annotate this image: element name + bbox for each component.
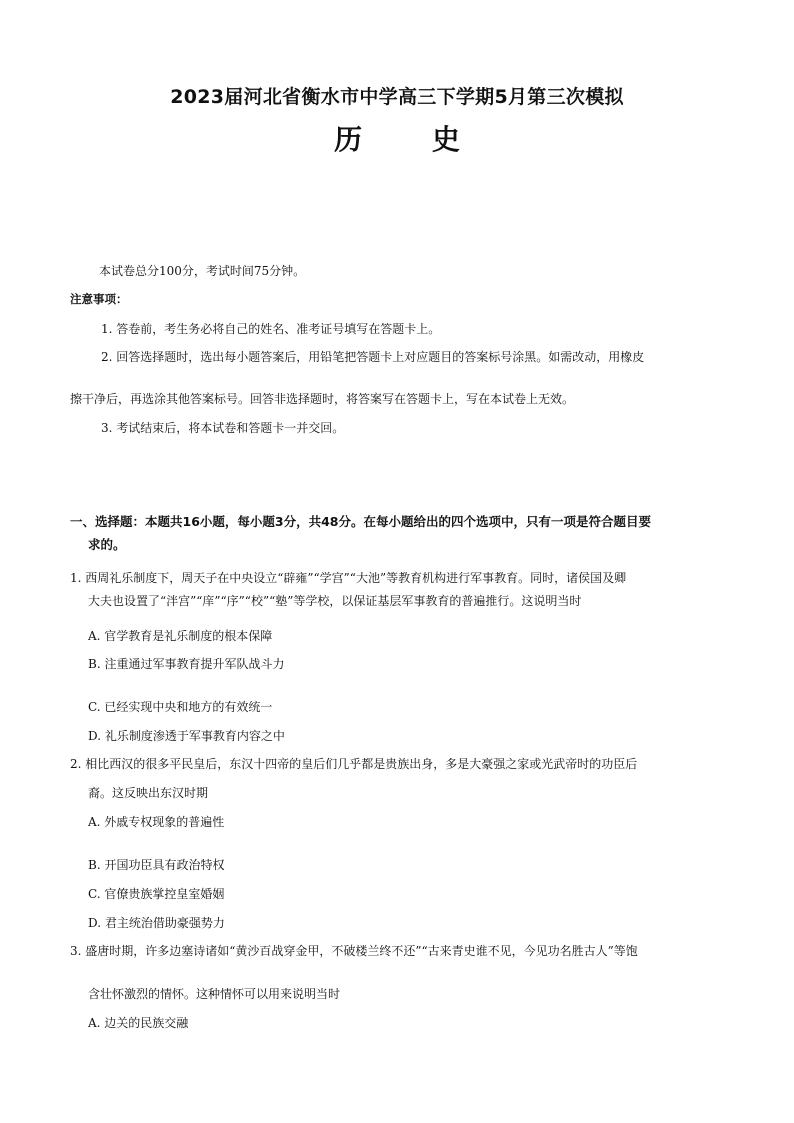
notice-heading: 注意事项： — [70, 292, 128, 306]
question-option: D. 君主统治借助豪强势力 — [88, 916, 225, 930]
question-option: C. 已经实现中央和地方的有效统一 — [88, 700, 273, 714]
question-option: A. 外戚专权现象的普遍性 — [88, 815, 225, 829]
question-option: B. 注重通过军事教育提升军队战斗力 — [88, 657, 285, 671]
question-option: D. 礼乐制度渗透于军事教育内容之中 — [88, 729, 285, 743]
section-heading: 一、选择题：本题共16小题，每小题3分，共48分。在每小题给出的四个选项中，只有一项是符合题目要 — [70, 514, 651, 529]
question-option: A. 官学教育是礼乐制度的根本保障 — [88, 629, 273, 643]
question-stem-continued: 裔。这反映出东汉时期 — [88, 786, 209, 800]
question-stem: 3. 盛唐时期，许多边塞诗诸如“黄沙百战穿金甲，不破楼兰终不还”“古来青史谁不见，今见功名胜古人”等饱 — [70, 944, 638, 958]
question-stem-continued: 含壮怀激烈的情怀。这种情怀可以用来说明当时 — [88, 987, 341, 1001]
subject-title: 历 史 — [334, 123, 490, 156]
question-stem: 2. 相比西汉的很多平民皇后，东汉十四帝的皇后们几乎都是贵族出身，多是大豪强之家或光武帝时的功臣后 — [70, 757, 638, 771]
notice-item-continued: 擦干净后，再选涂其他答案标号。回答非选择题时，将答案写在答题卡上，写在本试卷上无效。 — [70, 392, 575, 406]
exam-title: 2023届河北省衡水市中学高三下学期5月第三次模拟 — [170, 86, 624, 108]
question-option: B. 开国功臣具有政治特权 — [88, 858, 225, 872]
question-option: A. 边关的民族交融 — [88, 1016, 189, 1030]
exam-info: 本试卷总分100分，考试时间75分钟。 — [99, 264, 306, 278]
notice-item: 1. 答卷前，考生务必将自己的姓名、准考证号填写在答题卡上。 — [101, 322, 441, 336]
question-stem-continued: 大夫也设置了“泮宫”“庠”“序”“校”“塾”等学校，以保证基层军事教育的普遍推行。这说明当时 — [88, 594, 582, 608]
notice-item: 3. 考试结束后，将本试卷和答题卡一并交回。 — [101, 421, 345, 435]
notice-item: 2. 回答选择题时，选出每小题答案后，用铅笔把答题卡上对应题目的答案标号涂黑。如需改动，用橡皮 — [101, 350, 645, 364]
section-heading-continued: 求的。 — [88, 537, 126, 552]
question-stem: 1. 西周礼乐制度下，周天子在中央设立“辟雍”“学宫”“大池”等教育机构进行军事教育。同时，诸侯国及卿 — [70, 571, 627, 585]
question-option: C. 官僚贵族掌控皇室婚姻 — [88, 887, 225, 901]
